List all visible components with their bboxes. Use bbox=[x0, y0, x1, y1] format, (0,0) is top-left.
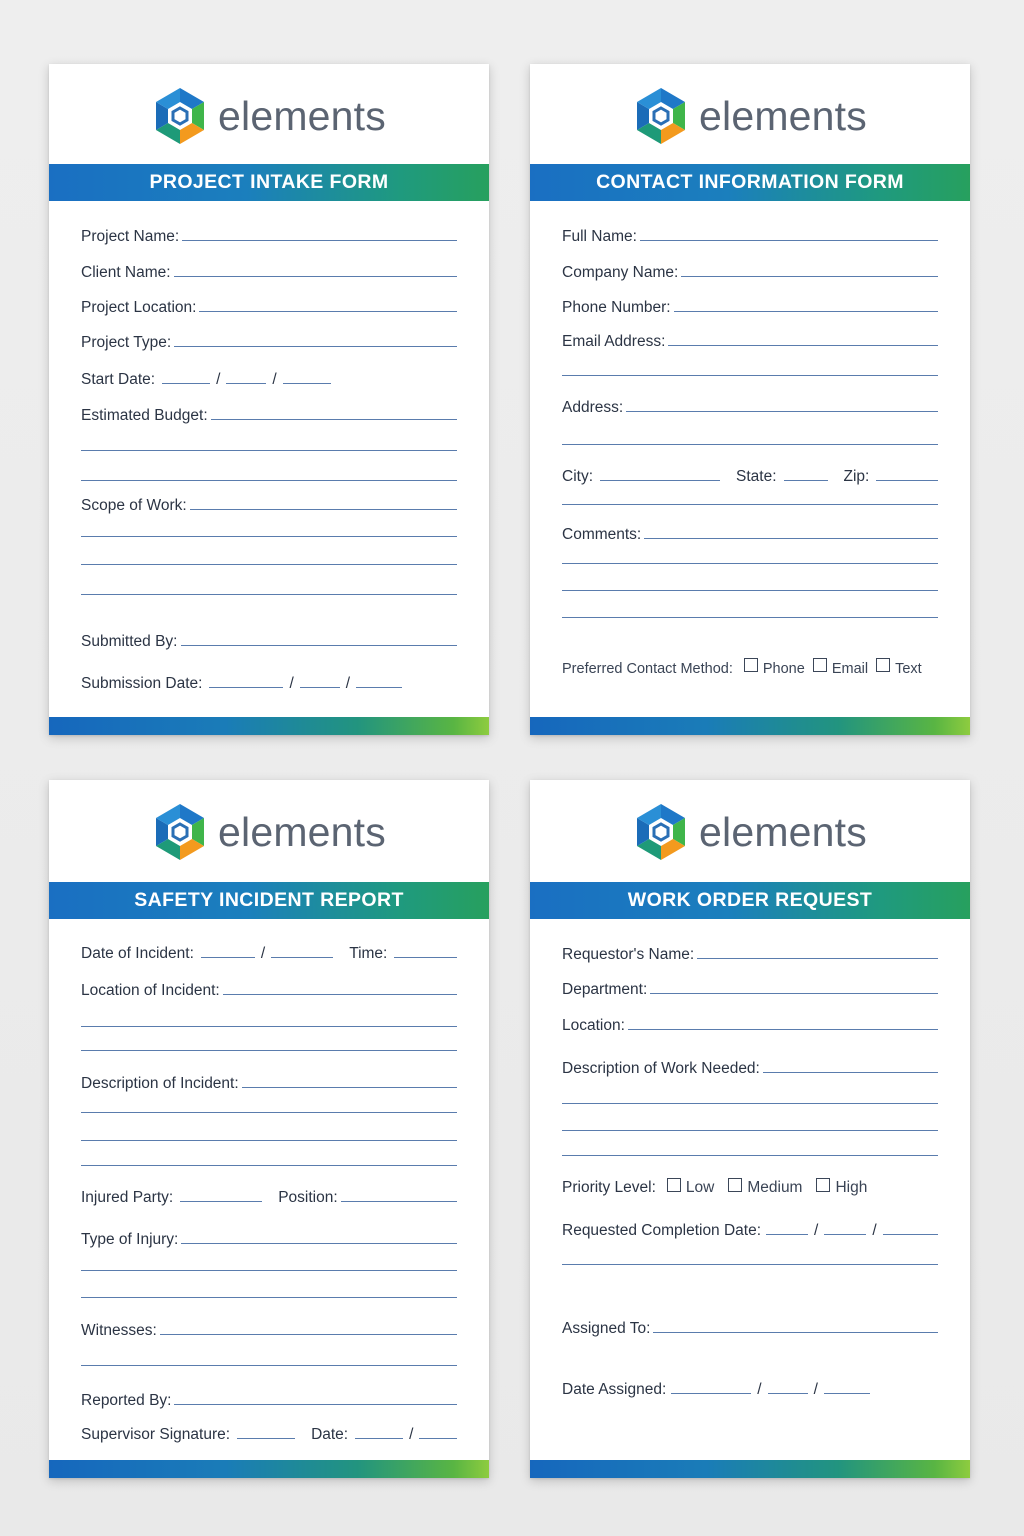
department-row bbox=[562, 975, 938, 999]
assigned-to-row bbox=[562, 1314, 938, 1338]
signature-date-row bbox=[81, 1420, 457, 1444]
hexagon-logo-icon bbox=[633, 86, 689, 146]
requested-completion-date-row bbox=[562, 1216, 938, 1240]
field-label: Type of Injury: bbox=[81, 1231, 179, 1248]
submission-date-month-line[interactable] bbox=[209, 687, 283, 688]
date-separator: / bbox=[872, 1222, 877, 1239]
field-label: Time: bbox=[349, 945, 388, 962]
witnesses-row bbox=[81, 1316, 457, 1340]
incident-date-second-line[interactable] bbox=[271, 957, 333, 958]
field-label: Requested Completion Date: bbox=[562, 1222, 762, 1239]
comments-extra-line[interactable] bbox=[562, 590, 938, 591]
supervisor-signature-line[interactable] bbox=[237, 1438, 295, 1439]
address-extra-line[interactable] bbox=[562, 444, 938, 445]
start-date-month-line[interactable] bbox=[162, 383, 210, 384]
email-checkbox[interactable] bbox=[813, 658, 827, 672]
witnesses-input-line[interactable] bbox=[160, 1334, 457, 1335]
description-of-work-input-line[interactable] bbox=[763, 1072, 938, 1073]
field-label: Description of Incident: bbox=[81, 1075, 239, 1092]
start-date-day-line[interactable] bbox=[226, 383, 266, 384]
full-name-input-line[interactable] bbox=[640, 240, 938, 241]
date-assigned-year-line[interactable] bbox=[824, 1393, 870, 1394]
phone-checkbox[interactable] bbox=[744, 658, 758, 672]
date-separator: / bbox=[409, 1426, 414, 1443]
injured-party-row bbox=[81, 1183, 457, 1207]
medium-priority-checkbox[interactable] bbox=[728, 1178, 742, 1192]
date-separator: / bbox=[260, 945, 266, 962]
incident-date-first-line[interactable] bbox=[201, 957, 255, 958]
date-separator: / bbox=[757, 1381, 762, 1398]
city-input-line[interactable] bbox=[600, 480, 720, 481]
form-title: WORK ORDER REQUEST bbox=[530, 882, 970, 919]
field-label: Project Name: bbox=[81, 228, 180, 245]
address-row bbox=[562, 393, 938, 417]
date-assigned-row bbox=[562, 1375, 938, 1399]
submission-date-row bbox=[81, 669, 457, 693]
field-label: Date Assigned: bbox=[562, 1381, 667, 1398]
field-label: Submitted By: bbox=[81, 633, 178, 650]
project-name-row bbox=[81, 222, 457, 246]
field-label: Comments: bbox=[562, 526, 642, 543]
work-order-request-card bbox=[530, 780, 970, 1478]
low-priority-checkbox[interactable] bbox=[667, 1178, 681, 1192]
date-separator: / bbox=[814, 1222, 819, 1239]
text-checkbox[interactable] bbox=[876, 658, 890, 672]
field-label: Witnesses: bbox=[81, 1322, 157, 1339]
field-label: Location: bbox=[562, 1017, 625, 1034]
field-label: Project Type: bbox=[81, 334, 172, 351]
scope-extra-line[interactable] bbox=[81, 536, 457, 537]
footer-stripe bbox=[530, 1460, 970, 1478]
project-type-row bbox=[81, 328, 457, 352]
budget-extra-line[interactable] bbox=[81, 450, 457, 451]
field-label: Client Name: bbox=[81, 264, 171, 281]
field-label: Estimated Budget: bbox=[81, 407, 208, 424]
position-input-line[interactable] bbox=[341, 1201, 457, 1202]
start-date-row bbox=[81, 365, 457, 389]
field-label: Full Name: bbox=[562, 228, 637, 245]
type-of-injury-input-line[interactable] bbox=[181, 1243, 457, 1244]
field-label: Date of Incident: bbox=[81, 945, 194, 962]
scope-extra-line[interactable] bbox=[81, 564, 457, 565]
completion-date-year-line[interactable] bbox=[883, 1234, 938, 1235]
scope-of-work-input-line[interactable] bbox=[190, 509, 457, 510]
scope-of-work-row bbox=[81, 491, 457, 515]
submission-date-year-line[interactable] bbox=[356, 687, 402, 688]
scope-extra-line[interactable] bbox=[81, 594, 457, 595]
field-label: Location of Incident: bbox=[81, 982, 220, 999]
city-state-zip-row bbox=[562, 462, 938, 486]
date-separator: / bbox=[272, 371, 277, 388]
completion-extra-line[interactable] bbox=[562, 1264, 938, 1265]
location-of-incident-input-line[interactable] bbox=[223, 994, 457, 995]
hexagon-logo-icon bbox=[152, 86, 208, 146]
checkbox-label: Medium bbox=[747, 1179, 803, 1196]
phone-number-input-line[interactable] bbox=[674, 311, 938, 312]
location-row bbox=[562, 1011, 938, 1035]
footer-stripe bbox=[49, 1460, 489, 1478]
department-input-line[interactable] bbox=[650, 993, 938, 994]
field-label: Address: bbox=[562, 399, 624, 416]
priority-level-row bbox=[562, 1173, 938, 1197]
requestors-name-row bbox=[562, 940, 938, 964]
date-separator: / bbox=[289, 675, 294, 692]
description-of-incident-row bbox=[81, 1069, 457, 1093]
checkbox-label: Text bbox=[895, 661, 922, 677]
address-extra-line[interactable] bbox=[562, 504, 938, 505]
description-extra-line[interactable] bbox=[81, 1112, 457, 1113]
footer-stripe bbox=[49, 717, 489, 735]
field-label: Preferred Contact Method: bbox=[562, 661, 733, 677]
date-time-row bbox=[81, 939, 457, 963]
injured-party-input-line[interactable] bbox=[180, 1201, 262, 1202]
budget-extra-line[interactable] bbox=[81, 480, 457, 481]
field-label: Phone Number: bbox=[562, 299, 671, 316]
date-assigned-day-line[interactable] bbox=[768, 1393, 808, 1394]
hexagon-logo-icon bbox=[152, 802, 208, 862]
field-label: Submission Date: bbox=[81, 675, 203, 692]
project-intake-form-card bbox=[49, 64, 489, 735]
brand-logo bbox=[530, 86, 970, 146]
submitted-by-row bbox=[81, 627, 457, 651]
email-extra-line[interactable] bbox=[562, 375, 938, 376]
email-address-row bbox=[562, 327, 938, 351]
submission-date-day-line[interactable] bbox=[300, 687, 340, 688]
email-address-input-line[interactable] bbox=[668, 345, 938, 346]
brand-name: elements bbox=[218, 808, 386, 855]
date-separator: / bbox=[216, 371, 221, 388]
checkbox-label: Phone bbox=[762, 661, 805, 677]
injury-extra-line[interactable] bbox=[81, 1297, 457, 1298]
company-name-input-line[interactable] bbox=[681, 276, 938, 277]
brand-logo bbox=[49, 802, 489, 862]
description-of-incident-input-line[interactable] bbox=[242, 1087, 457, 1088]
project-location-row bbox=[81, 293, 457, 317]
description-extra-line[interactable] bbox=[81, 1140, 457, 1141]
injury-extra-line[interactable] bbox=[81, 1270, 457, 1271]
comments-extra-line[interactable] bbox=[562, 617, 938, 618]
field-label: Email Address: bbox=[562, 333, 666, 350]
high-priority-checkbox[interactable] bbox=[816, 1178, 830, 1192]
form-title: PROJECT INTAKE FORM bbox=[49, 164, 489, 201]
field-label: Position: bbox=[278, 1189, 338, 1206]
checkbox-label: Low bbox=[685, 1179, 715, 1196]
location-of-incident-row bbox=[81, 976, 457, 1000]
field-label: Project Location: bbox=[81, 299, 197, 316]
client-name-input-line[interactable] bbox=[174, 276, 457, 277]
location-input-line[interactable] bbox=[628, 1029, 938, 1030]
brand-name: elements bbox=[218, 92, 386, 139]
zip-input-line[interactable] bbox=[876, 480, 938, 481]
brand-logo bbox=[49, 86, 489, 146]
type-of-injury-row bbox=[81, 1225, 457, 1249]
field-label: Zip: bbox=[843, 468, 870, 485]
form-title: CONTACT INFORMATION FORM bbox=[530, 164, 970, 201]
field-label: Reported By: bbox=[81, 1392, 172, 1409]
field-label: State: bbox=[736, 468, 777, 485]
field-label: City: bbox=[562, 468, 593, 485]
footer-stripe bbox=[530, 717, 970, 735]
estimated-budget-input-line[interactable] bbox=[211, 419, 457, 420]
company-name-row bbox=[562, 258, 938, 282]
work-description-extra-line[interactable] bbox=[562, 1103, 938, 1104]
comments-extra-line[interactable] bbox=[562, 563, 938, 564]
witnesses-extra-line[interactable] bbox=[81, 1365, 457, 1366]
phone-number-row bbox=[562, 293, 938, 317]
preferred-contact-row bbox=[562, 653, 938, 677]
safety-incident-report-card bbox=[49, 780, 489, 1478]
signature-date-first-line[interactable] bbox=[355, 1438, 403, 1439]
date-separator: / bbox=[813, 1381, 818, 1398]
description-of-work-row bbox=[562, 1054, 938, 1078]
brand-logo bbox=[530, 802, 970, 862]
brand-name: elements bbox=[699, 92, 867, 139]
comments-row bbox=[562, 520, 938, 544]
field-label: Scope of Work: bbox=[81, 497, 187, 514]
brand-name: elements bbox=[699, 808, 867, 855]
comments-input-line[interactable] bbox=[644, 538, 938, 539]
requestors-name-input-line[interactable] bbox=[697, 958, 938, 959]
field-label: Supervisor Signature: bbox=[81, 1426, 231, 1443]
date-separator: / bbox=[345, 675, 351, 692]
signature-date-second-line[interactable] bbox=[419, 1438, 457, 1439]
address-input-line[interactable] bbox=[626, 411, 938, 412]
field-label: Start Date: bbox=[81, 371, 156, 388]
checkbox-label: Email bbox=[831, 661, 869, 677]
completion-date-day-line[interactable] bbox=[824, 1234, 866, 1235]
reported-by-row bbox=[81, 1386, 457, 1410]
start-date-year-line[interactable] bbox=[283, 383, 331, 384]
field-label: Company Name: bbox=[562, 264, 679, 281]
date-assigned-month-line[interactable] bbox=[671, 1393, 751, 1394]
project-type-input-line[interactable] bbox=[174, 346, 457, 347]
field-label: Department: bbox=[562, 981, 648, 998]
work-description-extra-line[interactable] bbox=[562, 1130, 938, 1131]
state-input-line[interactable] bbox=[784, 480, 828, 481]
checkbox-label: High bbox=[835, 1179, 868, 1196]
hexagon-logo-icon bbox=[633, 802, 689, 862]
reported-by-input-line[interactable] bbox=[174, 1404, 457, 1405]
contact-information-form-card bbox=[530, 64, 970, 735]
client-name-row bbox=[81, 258, 457, 282]
field-label: Priority Level: bbox=[562, 1179, 656, 1196]
field-label: Requestor's Name: bbox=[562, 946, 695, 963]
assigned-to-input-line[interactable] bbox=[653, 1332, 938, 1333]
full-name-row bbox=[562, 222, 938, 246]
location-extra-line[interactable] bbox=[81, 1026, 457, 1027]
field-label: Injured Party: bbox=[81, 1189, 174, 1206]
project-name-input-line[interactable] bbox=[182, 240, 457, 241]
project-location-input-line[interactable] bbox=[199, 311, 457, 312]
field-label: Assigned To: bbox=[562, 1320, 651, 1337]
work-description-extra-line[interactable] bbox=[562, 1155, 938, 1156]
field-label: Description of Work Needed: bbox=[562, 1060, 760, 1077]
submitted-by-input-line[interactable] bbox=[181, 645, 458, 646]
time-input-line[interactable] bbox=[394, 957, 457, 958]
completion-date-month-line[interactable] bbox=[766, 1234, 808, 1235]
field-label: Date: bbox=[311, 1426, 349, 1443]
location-extra-line[interactable] bbox=[81, 1050, 457, 1051]
description-extra-line[interactable] bbox=[81, 1165, 457, 1166]
estimated-budget-row bbox=[81, 401, 457, 425]
form-title: SAFETY INCIDENT REPORT bbox=[49, 882, 489, 919]
